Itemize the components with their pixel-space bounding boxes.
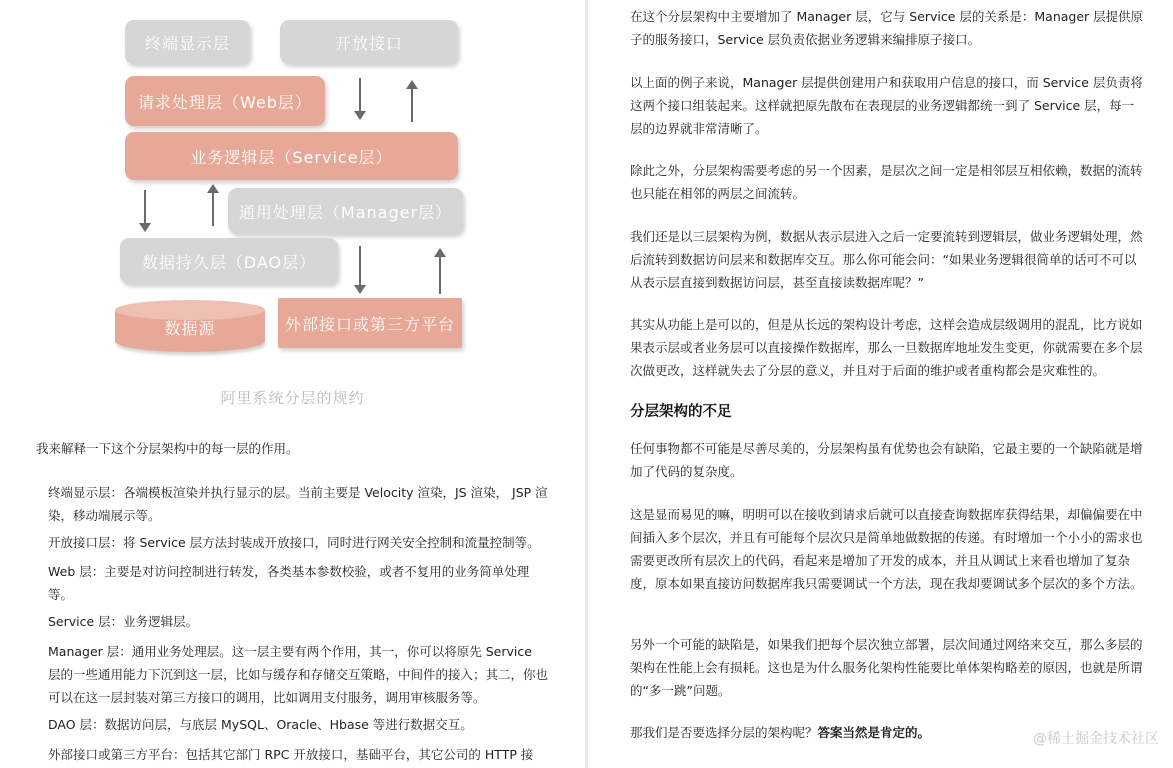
external-platform-block: 外部接口或第三方平台 xyxy=(278,298,462,348)
arrow-up-icon xyxy=(411,88,413,122)
layer-desc-external: 外部接口或第三方平台：包括其它部门 RPC 开放接口，基础平台，其它公司的 HTTP 接 xyxy=(48,747,534,762)
paragraph-complexity: 任何事物都不可能是尽善尽美的，分层架构虽有优势也会有缺陷，它最主要的一个缺陷就是增加了代码的复杂度。 xyxy=(630,441,1143,479)
open-api-layer-block: 开放接口 xyxy=(280,20,458,64)
datasource-label: 数据源 xyxy=(164,319,216,338)
service-layer-block: 业务逻辑层（Service层） xyxy=(125,132,458,180)
paragraph-performance: 另外一个可能的缺陷是，如果我们把每个层次独立部署，层次间通过网络来交互，那么多层的架构在性能上会有损耗。这也是为什么服务化架构性能要比单体架构略差的原因，也就是所谓的“多一跳”问题。 xyxy=(630,637,1143,698)
paragraph-three-tier: 我们还是以三层架构为例，数据从表示层进入之后一定要流转到逻辑层，做业务逻辑处理，然后流转到数据访问层来和数据库交互。那么你可能会问：“如果业务逻辑很简单的话可不可以从表示层直接到数据访问层，甚至直接读数据库呢？” xyxy=(630,229,1143,290)
web-layer-block: 请求处理层（Web层） xyxy=(125,76,325,126)
terminal-layer-block: 终端显示层 xyxy=(125,20,250,64)
diagram-caption: 阿里系统分层的规约 xyxy=(220,389,365,407)
layer-desc-web: Web 层：主要是对访问控制进行转发，各类基本参数校验，或者不复用的业务简单处理等。 xyxy=(48,564,530,602)
arrow-up-icon xyxy=(439,256,441,294)
arrow-down-icon xyxy=(144,190,146,224)
paragraph-obvious: 这是显而易见的嘛，明明可以在接收到请求后就可以直接查询数据库获得结果，却偏偏要在中间插入多个层次，并且有可能每个层次只是简单地做数据的传递。有时增加一个小小的需求也需要更改所有层次上的代码，看起来是增加了开发的成本，并且从调试上来看也增加了复杂度，原本如果直接访问数据库我只需要调试一个方法，现在我却要调试多个层次的多个方法。 xyxy=(630,507,1143,591)
conclusion-answer: 答案当然是肯定的。 xyxy=(817,725,931,740)
dao-layer-block: 数据持久层（DAO层） xyxy=(120,238,338,284)
intro-paragraph: 我来解释一下这个分层架构中的每一层的作用。 xyxy=(36,441,299,456)
manager-layer-block: 通用处理层（Manager层） xyxy=(228,188,463,234)
conclusion-question: 那我们是否要选择分层的架构呢？ xyxy=(630,725,818,740)
arrow-down-icon xyxy=(359,246,361,286)
arrow-up-icon xyxy=(212,192,214,226)
paragraph-example: 以上面的例子来说，Manager 层提供创建用户和获取用户信息的接口，而 Service 层负责将这两个接口组装起来。这样就把原先散布在表现层的业务逻辑都统一到了 Service 层，每一层的边界就非常清晰了。 xyxy=(630,75,1143,136)
arrow-down-icon xyxy=(359,78,361,112)
section-heading: 分层架构的不足 xyxy=(630,404,732,420)
layer-desc-terminal: 终端显示层：各端模板渲染并执行显示的层。当前主要是 Velocity 渲染，JS 渲染， JSP 渲染，移动端展示等。 xyxy=(48,485,548,523)
layer-desc-dao: DAO 层：数据访问层，与底层 MySQL、Oracle、Hbase 等进行数据交互。 xyxy=(48,717,473,732)
paragraph-adjacent-layers: 除此之外，分层架构需要考虑的另一个因素，是层次之间一定是相邻层互相依赖，数据的流转也只能在相邻的两层之间流转。 xyxy=(630,163,1143,201)
layer-desc-open-api: 开放接口层：将 Service 层方法封装成开放接口，同时进行网关安全控制和流量控制等。 xyxy=(48,535,540,550)
paragraph-manager-service: 在这个分层架构中主要增加了 Manager 层，它与 Service 层的关系是：Manager 层提供原子的服务接口，Service 层负责依据业务逻辑来编排原子接口。 xyxy=(630,9,1144,47)
layer-diagram xyxy=(110,10,480,355)
paragraph-long-term: 其实从功能上是可以的，但是从长远的架构设计考虑，这样会造成层级调用的混乱，比方说如果表示层或者业务层可以直接操作数据库，那么一旦数据库地址发生变更，你就需要在多个层次做更改，这样就失去了分层的意义，并且对于后面的维护或者重构都会是灾难性的。 xyxy=(630,317,1143,378)
watermark: @稀土掘金技术社区 xyxy=(1033,731,1159,747)
layer-desc-service: Service 层：业务逻辑层。 xyxy=(48,614,199,629)
datasource-cylinder xyxy=(115,300,265,350)
right-page xyxy=(588,0,1173,768)
left-page xyxy=(0,0,585,768)
layer-desc-manager: Manager 层：通用业务处理层。这一层主要有两个作用，其一，你可以将原先 Service 层的一些通用能力下沉到这一层，比如与缓存和存储交互策略，中间件的接入；其二，你也可以在这一层封装对第三方接口的调用，比如调用支付服务，调用审核服务等。 xyxy=(48,644,549,705)
